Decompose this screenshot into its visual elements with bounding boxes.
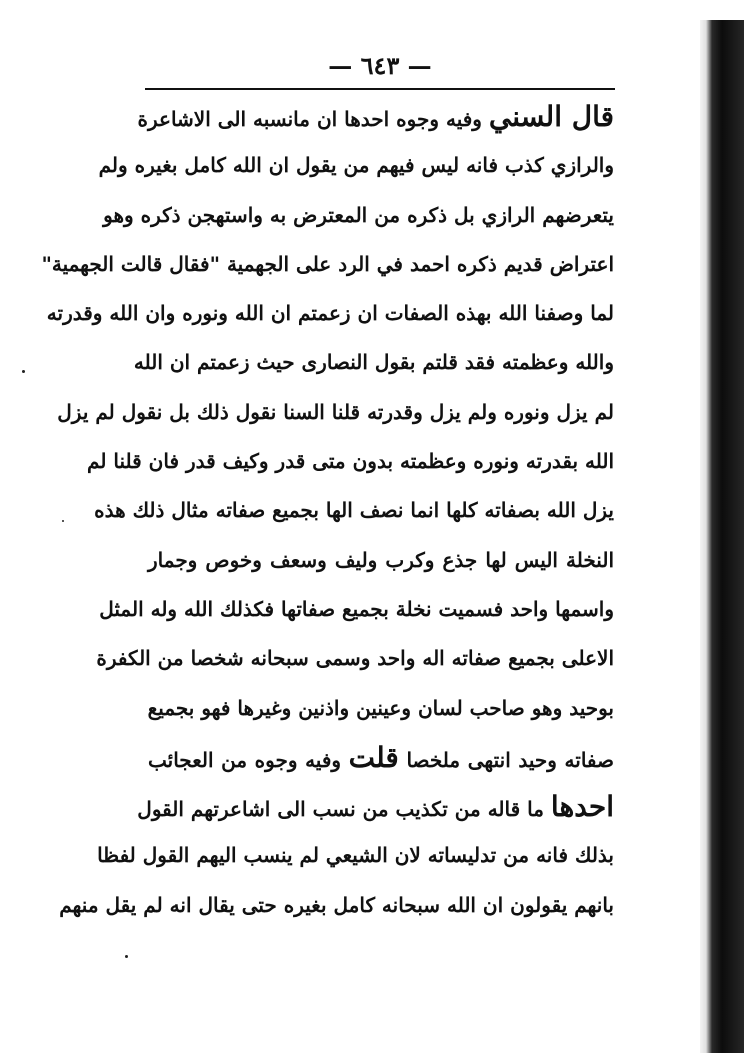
text-line-8: الله بقدرته ونوره وعظمته بدون متى قدر وكيف قدر فان قلنا لم <box>87 449 614 474</box>
text-line-3: يتعرضهم الرازي بل ذكره من المعترض به واستهجن ذكره وهو <box>103 202 614 227</box>
text-line-4: اعتراض قديم ذكره احمد في الرد على الجهمية "فقال قالت الجهمية" <box>41 251 614 276</box>
scan-speck <box>22 370 25 373</box>
text-line-6: والله وعظمته فقد قلتم بقول النصارى حيث زعمتم ان الله <box>133 350 614 375</box>
page-number: — ٦٤٣ — <box>328 51 432 80</box>
section-heading: قلت <box>348 740 399 774</box>
section-heading: احدها <box>550 790 614 824</box>
text-line-10: النخلة اليس لها جذع وكرب وليف وسعف وخوص وجمار <box>148 547 614 572</box>
text-line-7: لم يزل ونوره ولم يزل وقدرته قلنا السنا نقول ذلك بل نقول لم يزل <box>57 399 614 424</box>
text-line-12: الاعلى بجميع صفاته اله واحد وسمى سبحانه شخصا من الكفرة <box>96 646 614 671</box>
text-line-17: بانهم يقولون ان الله سبحانه كامل بغيره حتى يقال انه لم يقل منهم <box>59 892 614 917</box>
text-line-5: لما وصفنا الله بهذه الصفات ان زعمتم ان الله ونوره وان الله وقدرته <box>46 301 614 326</box>
text-line-2: والرازي كذب فانه ليس فيهم من يقول ان الله كامل بغيره ولم <box>98 153 614 178</box>
text-line-16: بذلك فانه من تدليساته لان الشيعي لم ينسب اليهم القول لفظا <box>97 843 614 868</box>
scan-speck <box>62 520 64 522</box>
text-line-14: صفاته وحيد انتهى ملخصا قلت وفيه وجوه من العجائب <box>148 740 615 774</box>
section-heading: قال السني <box>488 100 614 133</box>
page-header <box>145 52 615 92</box>
text-line-9: يزل الله بصفاته كلها انما نصف الها بجميع صفاته مثال ذلك هذه <box>94 498 614 523</box>
book-binding-shadow <box>700 20 744 1053</box>
text-line-15: احدها ما قاله من تكذيب من نسب الى اشاعرتهم القول <box>137 790 614 824</box>
text-line-11: واسمها واحد فسميت نخلة بجميع صفاتها فكذلك الله وله المثل <box>99 596 614 621</box>
text-line-1: قال السني وفيه وجوه احدها ان مانسبه الى الاشاعرة <box>137 100 614 133</box>
header-rule <box>145 88 615 90</box>
body-text <box>41 92 615 930</box>
text-line-13: بوحيد وهو صاحب لسان وعينين واذنين وغيرها فهو بجميع <box>147 695 614 720</box>
scan-speck <box>125 955 128 958</box>
